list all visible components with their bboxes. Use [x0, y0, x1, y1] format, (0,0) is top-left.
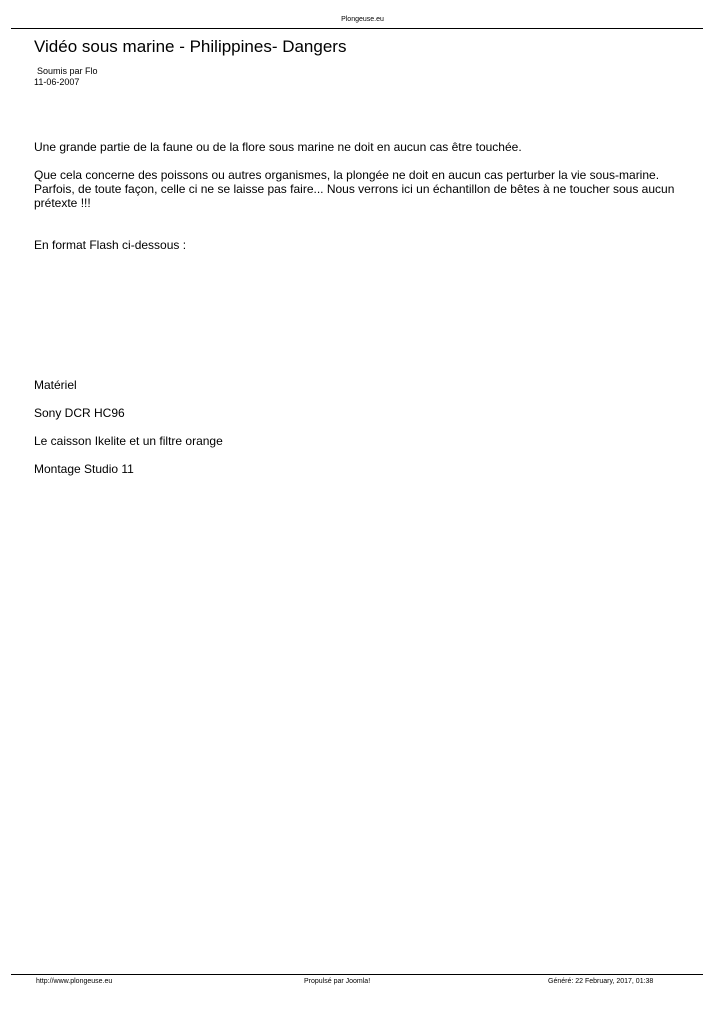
header-divider [11, 28, 703, 29]
footer-generated-date: Généré: 22 February, 2017, 01:38 [548, 978, 654, 985]
materiel-item: Le caisson Ikelite et un filtre orange [34, 434, 223, 448]
article-date: 11-06-2007 [34, 77, 80, 87]
site-header: Plongeuse.eu [341, 16, 384, 23]
article-paragraph: Une grande partie de la faune ou de la flore sous marine ne doit en aucun cas être touchée. [34, 140, 522, 154]
article-author: Soumis par Flo [37, 66, 98, 76]
materiel-item: Sony DCR HC96 [34, 406, 125, 420]
article-meta [34, 66, 98, 88]
article-title: Vidéo sous marine - Philippines- Dangers [34, 37, 347, 56]
materiel-heading: Matériel [34, 378, 77, 392]
footer-powered-by: Propulsé par Joomla! [304, 978, 371, 985]
footer-url: http://www.plongeuse.eu [36, 978, 113, 985]
flash-format-label: En format Flash ci-dessous : [34, 238, 187, 252]
footer-divider [11, 974, 703, 975]
materiel-item: Montage Studio 11 [34, 462, 134, 476]
article-paragraph: Que cela concerne des poissons ou autres organismes, la plongée ne doit en aucun cas perturber la vie sous-marine. Parfois, de toute façon, celle ci ne se laisse pas faire... Nous verrons ici un échantillon de bêtes à ne toucher sous aucun prétexte !!! [34, 168, 675, 210]
